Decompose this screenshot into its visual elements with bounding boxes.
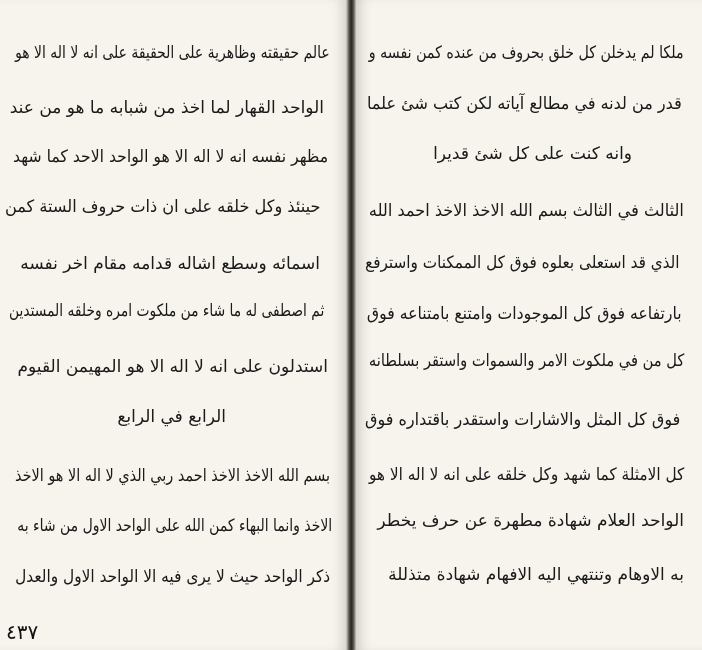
manuscript-line: فوق كل المثل والاشارات واستقدر باقتداره فوق [364, 410, 680, 430]
left-page [0, 0, 346, 650]
manuscript-line: مظهر نفسه انه لا اله الا هو الواحد الاحد كما شهد [12, 147, 328, 167]
manuscript-line: عالم حقيقته وظاهرية على الحقيقة على انه لا اله الا هو [15, 43, 330, 63]
right-page [356, 0, 702, 650]
manuscript-line: حينئذ وكل خلقه على ان ذات حروف الستة كمن [4, 197, 320, 217]
manuscript-line: قدر من لدنه في مطالع آياته لكن كتب شئ علما [367, 94, 682, 114]
manuscript-line: الواحد القهار لما اخذ من شبابه ما هو من عند [9, 98, 324, 118]
manuscript-line: كل الامثلة كما شهد وكل خلقه على انه لا اله الا هو [368, 465, 684, 485]
manuscript-line: الذي قد استعلى بعلوه فوق كل الممكنات واسترفع [365, 253, 680, 273]
manuscript-line: الواحد العلام شهادة مطهرة عن حرف يخطر [377, 511, 684, 531]
page-number: ٤٣٧ [6, 620, 39, 644]
manuscript-line: استدلون على انه لا اله الا هو المهيمن القيوم [17, 357, 328, 377]
manuscript-line: به الاوهام وتنتهي اليه الافهام شهادة متذللة [388, 565, 684, 585]
section-heading: الرابع في الرابع [117, 407, 226, 427]
manuscript-line: اسمائه وسطع اشاله قدامه مقام اخر نفسه [20, 254, 320, 274]
manuscript-line: ثم اصطفى له ما شاء من ملكوت امره وخلقه المستدين [8, 301, 324, 321]
manuscript-line: كل من في ملكوت الامر والسموات واستقر بسلطانه [368, 351, 684, 371]
manuscript-line: الثالث في الثالث بسم الله الاخذ الاخذ احمد الله [369, 201, 684, 221]
manuscript-line: ملكا لم يدخلن كل خلق بحروف من عنده كمن نفسه و [369, 43, 684, 63]
book-gutter [346, 0, 356, 650]
manuscript-line: الاخذ وانما البهاء كمن الله على الواحد الاول من شاء به [17, 516, 332, 536]
manuscript-line: بسم الله الاخذ الاخذ احمد ربي الذي لا اله الا هو الاخذ [15, 466, 330, 486]
manuscript-line: وانه كنت على كل شئ قديرا [433, 144, 632, 164]
manuscript-line: بارتفاعه فوق كل الموجودات وامتنع بامتناعه فوق [367, 304, 682, 324]
manuscript-line: ذكر الواحد حيث لا يرى فيه الا الواحد الاول والعدل [14, 567, 330, 587]
